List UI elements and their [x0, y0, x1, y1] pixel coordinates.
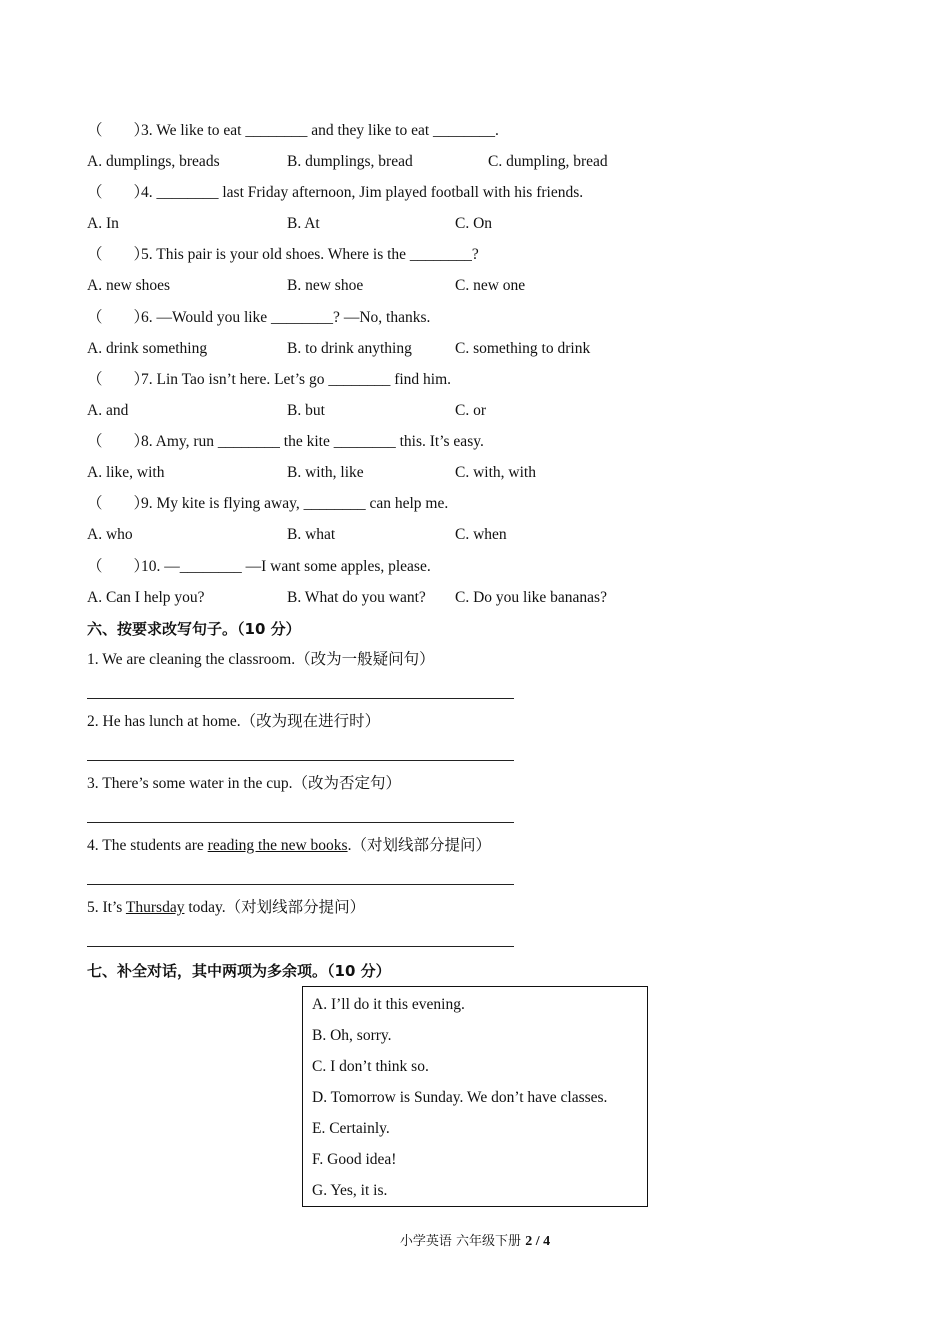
question-text: 10. —________ —I want some apples, please. — [141, 558, 431, 575]
question-4 — [87, 183, 583, 203]
page-total: 4 — [543, 1234, 551, 1249]
option-c: C. with, with — [455, 464, 536, 481]
answer-bracket[interactable]: （ ） — [87, 184, 150, 201]
answer-bracket[interactable]: （ ） — [87, 371, 150, 388]
rewrite-item-2 — [87, 712, 380, 732]
question-8 — [87, 432, 484, 452]
question-text: 5. This pair is your old shoes. Where is the ________? — [141, 246, 479, 263]
answer-line-2[interactable] — [87, 760, 514, 761]
question-text: 7. Lin Tao isn’t here. Let’s go ________ find him. — [141, 371, 452, 388]
option-c: C. when — [455, 526, 507, 543]
dialogue-option-f: F. Good idea! — [312, 1151, 397, 1168]
dialogue-option-e: E. Certainly. — [312, 1120, 390, 1137]
rewrite-item-1 — [87, 650, 435, 670]
section-6-heading: 六、按要求改写句子。（10 分） — [87, 620, 301, 638]
sentence: 4. The students are — [87, 837, 208, 854]
question-9 — [87, 494, 448, 514]
answer-line-4[interactable] — [87, 884, 514, 885]
dialogue-options-box — [302, 986, 648, 1207]
option-c: C. dumpling, bread — [488, 153, 608, 170]
underlined-phrase: reading the new books — [207, 837, 348, 854]
option-a: A. like, with — [87, 464, 165, 481]
option-c: C. something to drink — [455, 340, 591, 357]
option-b: B. What do you want? — [287, 589, 426, 606]
option-b: B. dumplings, bread — [287, 153, 413, 170]
page-number: 2 — [525, 1234, 533, 1249]
option-b: B. what — [287, 526, 336, 543]
dialogue-option-a: A. I’ll do it this evening. — [312, 996, 465, 1013]
option-a: A. new shoes — [87, 277, 171, 294]
answer-bracket[interactable]: （ ） — [87, 495, 150, 512]
option-a: A. Can I help you? — [87, 589, 205, 606]
dialogue-option-b: B. Oh, sorry. — [312, 1027, 392, 1044]
sentence: 5. It’s — [87, 899, 126, 916]
question-text: 6. —Would you like ________? —No, thanks. — [141, 309, 431, 326]
option-b: B. with, like — [287, 464, 364, 481]
page-footer — [0, 1230, 950, 1250]
answer-line-1[interactable] — [87, 698, 514, 699]
option-b: B. to drink anything — [287, 340, 412, 357]
question-5 — [87, 245, 479, 265]
rewrite-item-4 — [87, 836, 491, 856]
option-c: C. On — [455, 215, 493, 232]
instruction: （对划线部分提问） — [225, 899, 366, 916]
question-text: 4. ________ last Friday afternoon, Jim played football with his friends. — [141, 184, 584, 201]
option-b: B. At — [287, 215, 320, 232]
answer-bracket[interactable]: （ ） — [87, 122, 150, 139]
option-a: A. In — [87, 215, 119, 232]
option-c: C. or — [455, 402, 486, 419]
instruction: （改为一般疑问句） — [295, 651, 435, 668]
question-6 — [87, 308, 430, 328]
option-a: A. who — [87, 526, 133, 543]
sentence-end: . — [347, 837, 352, 854]
dialogue-option-g: G. Yes, it is. — [312, 1182, 388, 1199]
instruction: （对划线部分提问） — [351, 837, 491, 854]
option-c: C. new one — [455, 277, 526, 294]
dialogue-option-d: D. Tomorrow is Sunday. We don’t have classes. — [312, 1089, 608, 1106]
footer-label: 小学英语 六年级下册 — [399, 1234, 526, 1249]
instruction: （改为否定句） — [292, 775, 401, 792]
answer-bracket[interactable]: （ ） — [87, 309, 150, 326]
sentence: 2. He has lunch at home. — [87, 713, 241, 730]
sentence: 1. We are cleaning the classroom. — [87, 651, 296, 668]
section-7-heading: 七、补全对话，其中两项为多余项。（10 分） — [87, 962, 391, 980]
option-c: C. Do you like bananas? — [455, 589, 607, 606]
option-b: B. but — [287, 402, 325, 419]
answer-bracket[interactable]: （ ） — [87, 558, 150, 575]
rewrite-item-3 — [87, 774, 401, 794]
option-a: A. dumplings, breads — [87, 153, 220, 170]
question-3 — [87, 121, 499, 141]
answer-bracket[interactable]: （ ） — [87, 433, 150, 450]
sentence-end: today. — [184, 899, 226, 916]
sentence: 3. There’s some water in the cup. — [87, 775, 293, 792]
question-text: 8. Amy, run ________ the kite ________ this. It’s easy. — [141, 433, 484, 450]
option-a: A. and — [87, 402, 129, 419]
question-10 — [87, 557, 431, 577]
rewrite-item-5 — [87, 898, 365, 918]
question-text: 9. My kite is flying away, ________ can help me. — [141, 495, 449, 512]
dialogue-option-c: C. I don’t think so. — [312, 1058, 429, 1075]
answer-bracket[interactable]: （ ） — [87, 246, 150, 263]
question-7 — [87, 370, 451, 390]
option-a: A. drink something — [87, 340, 208, 357]
underlined-phrase: Thursday — [125, 899, 185, 916]
instruction: （改为现在进行时） — [240, 713, 381, 730]
answer-line-5[interactable] — [87, 946, 514, 947]
page-separator: / — [532, 1234, 544, 1249]
option-b: B. new shoe — [287, 277, 364, 294]
question-text: 3. We like to eat ________ and they like to eat ________. — [141, 122, 499, 139]
answer-line-3[interactable] — [87, 822, 514, 823]
